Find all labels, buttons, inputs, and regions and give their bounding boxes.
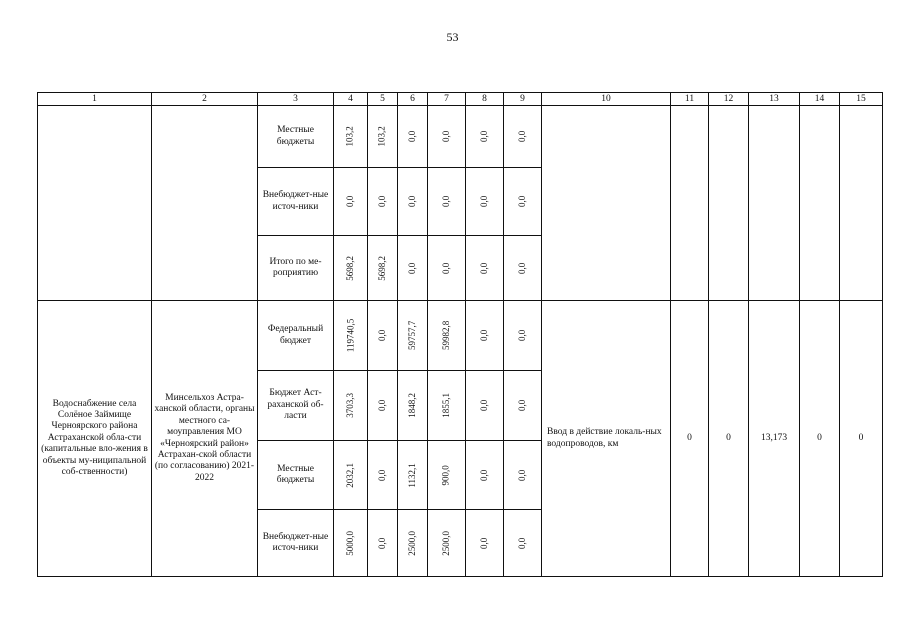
column-number: 6 [398,93,428,106]
column-number: 10 [542,93,671,106]
value-cell [368,301,398,371]
value-cell [334,510,368,577]
funding-source: Местные бюджеты [258,441,334,510]
column-number: 1 [38,93,152,106]
value: 1848,2 [407,393,418,418]
funding-source: Итого по ме-роприятию [258,236,334,301]
column-number: 4 [334,93,368,106]
column-number: 14 [800,93,840,106]
value: 0,0 [441,195,452,208]
value-cell [334,168,368,236]
value-cell [368,441,398,510]
value: 0,0 [479,537,490,549]
value-cell [504,106,542,168]
table-row [38,301,883,371]
target-value: 0 [840,301,883,577]
value: 0,0 [517,130,528,143]
value: 5000,0 [345,530,356,556]
value-cell [504,301,542,371]
value: 0,0 [407,262,418,274]
value: 0,0 [517,469,528,481]
target-value: 0 [800,301,840,577]
value-cell [428,106,466,168]
value: 0,0 [517,195,528,208]
value: 5698,2 [345,255,356,281]
value-cell [334,301,368,371]
value-cell [466,510,504,577]
target-value: 13,173 [749,301,800,577]
target-cell [671,106,709,301]
funding-source: Внебюджет-ные источ-ники [258,168,334,236]
value-cell [504,168,542,236]
value-cell [504,236,542,301]
value-cell [368,106,398,168]
value: 0,0 [441,130,452,143]
column-number-row [38,93,883,106]
value: 0,0 [479,130,490,143]
column-number: 13 [749,93,800,106]
target-value: 0 [671,301,709,577]
value-cell [428,371,466,441]
value-cell [466,441,504,510]
value: 0,0 [407,130,418,143]
value: 2500,0 [407,530,418,556]
value: 0,0 [517,329,528,342]
target-cell [800,106,840,301]
target-cell [709,106,749,301]
column-number: 15 [840,93,883,106]
value: 0,0 [407,195,418,208]
value: 0,0 [377,195,388,208]
funding-source: Федеральный бюджет [258,301,334,371]
value-cell [504,371,542,441]
value-cell [398,168,428,236]
target-cell [749,106,800,301]
value-cell [368,236,398,301]
value-cell [398,301,428,371]
page-number: 53 [446,30,459,44]
value-cell [466,106,504,168]
value: 103,2 [345,126,356,147]
value-cell [428,510,466,577]
column-number: 5 [368,93,398,106]
value-cell [368,371,398,441]
indicator-cell [542,106,671,301]
value: 103,2 [377,126,388,147]
value: 0,0 [441,262,452,274]
value-cell [466,236,504,301]
value: 59982,8 [441,320,452,351]
indicator: Ввод в действие локаль-ных водопроводов, км [542,301,671,577]
value-cell [428,441,466,510]
value: 59757,7 [407,320,418,351]
value: 2032,1 [345,462,356,488]
column-number: 9 [504,93,542,106]
target-value: 0 [709,301,749,577]
value-cell [334,236,368,301]
value-cell [428,168,466,236]
value-cell [398,236,428,301]
value-cell [466,301,504,371]
value: 0,0 [517,537,528,549]
value: 2500,0 [441,530,452,556]
funding-source: Внебюджет-ные источ-ники [258,510,334,577]
value-cell [466,371,504,441]
column-number: 3 [258,93,334,106]
value-cell [428,301,466,371]
value: 5698,2 [377,255,388,281]
executor-cell [152,106,258,301]
value: 0,0 [377,329,388,342]
value-cell [466,168,504,236]
value-cell [504,441,542,510]
value: 0,0 [377,469,388,481]
funding-source: Местные бюджеты [258,106,334,168]
value: 0,0 [479,195,490,208]
value-cell [428,236,466,301]
value: 119740,5 [345,318,356,353]
value: 0,0 [517,399,528,412]
value: 900,0 [441,464,452,486]
value: 1855,1 [441,393,452,418]
value: 0,0 [517,262,528,274]
value: 0,0 [345,195,356,208]
column-number: 8 [466,93,504,106]
value-cell [368,168,398,236]
value: 0,0 [377,537,388,549]
measure-name: Водоснабжение села Солёное Займище Черноярского района Астраханской обла-сти (капитальные вло-жения в объекты му-ниципальной соб-ственности) [38,301,152,577]
measure-name-cell [38,106,152,301]
value-cell [398,510,428,577]
value-cell [368,510,398,577]
value: 0,0 [479,329,490,342]
executor: Минсельхоз Астра-ханской области, органы местного са-моуправления МО «Черноярский район» Астрахан-ской области (по согласованию) 2021-2022 [152,301,258,577]
value-cell [334,106,368,168]
value: 3703,3 [345,393,356,418]
column-number: 2 [152,93,258,106]
value-cell [398,371,428,441]
value: 0,0 [479,469,490,481]
value-cell [398,441,428,510]
value: 0,0 [377,399,388,412]
value-cell [504,510,542,577]
target-cell [840,106,883,301]
column-number: 12 [709,93,749,106]
value: 1132,1 [407,462,418,488]
column-number: 7 [428,93,466,106]
value-cell [334,371,368,441]
value-cell [398,106,428,168]
program-table [37,92,883,577]
value-cell [334,441,368,510]
funding-source: Бюджет Аст-раханской об-ласти [258,371,334,441]
column-number: 11 [671,93,709,106]
value: 0,0 [479,262,490,274]
table-row [38,106,883,168]
value: 0,0 [479,399,490,412]
